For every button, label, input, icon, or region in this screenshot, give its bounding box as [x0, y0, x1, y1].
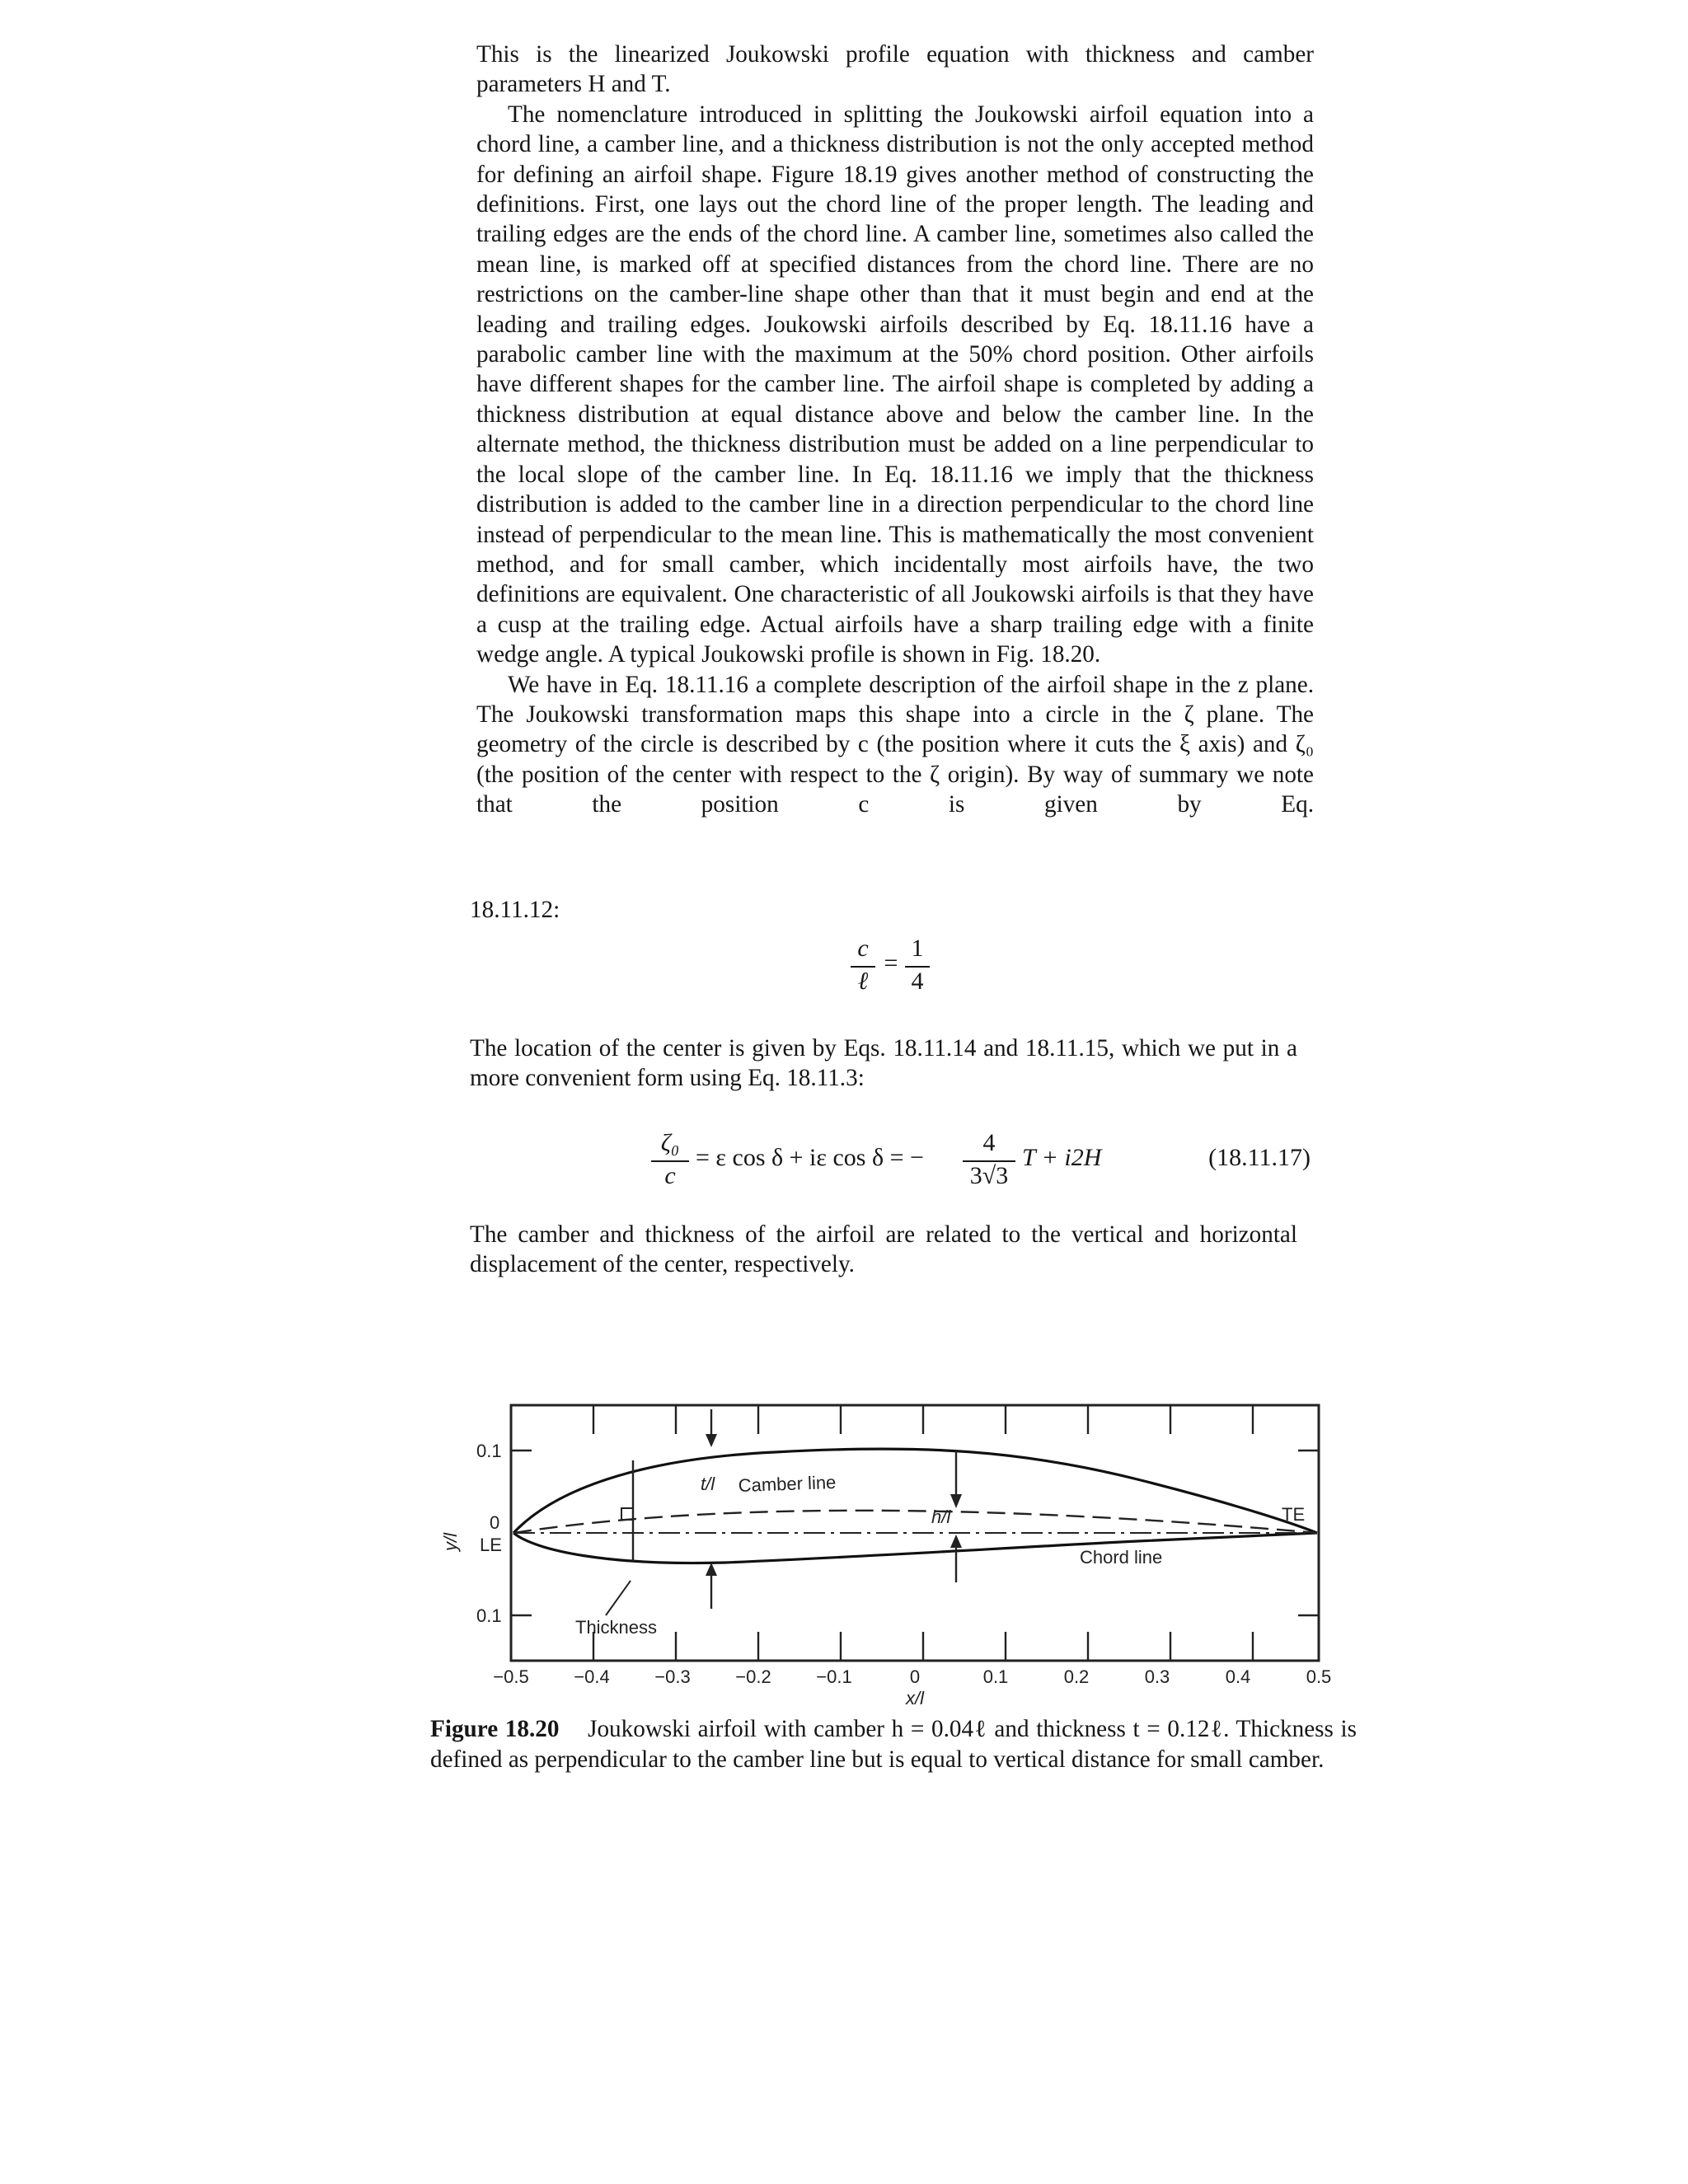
- equation-c-over-l: [847, 935, 930, 1001]
- body-text: [476, 40, 1314, 820]
- x-tick-label: 0.2: [1063, 1666, 1090, 1687]
- eq2-fnum: 4: [982, 1129, 996, 1156]
- airfoil-lower-surface: [513, 1533, 1317, 1563]
- eq1-den: ℓ: [857, 968, 869, 995]
- x-tick-label: 0.5: [1306, 1666, 1332, 1687]
- tl-arrowhead-bottom: [706, 1563, 717, 1576]
- te-label: TE: [1282, 1504, 1306, 1525]
- y-tick-zero: 0: [490, 1512, 500, 1533]
- paragraph-3-end: 18.11.12:: [470, 897, 560, 923]
- tl-label: t/l: [701, 1474, 715, 1494]
- figure-caption: [430, 1714, 1357, 1775]
- y-tick-top: 0.1: [476, 1441, 502, 1461]
- x-tick-label: −0.5: [493, 1666, 529, 1687]
- eq1-equals: =: [884, 949, 898, 977]
- x-tick-label: −0.1: [816, 1666, 852, 1687]
- paragraph-2: The nomenclature introduced in splitting the Joukowski airfoil equation into a chord line, a camber line, and a thickness distribution is not the only accepted method for defining an airfoil shape. Figure 18.19 gives another method of constructing the definitions. First, one lays out the chord line of the proper length. The leading and trailing edges are the ends of the chord line. A camber line, sometimes also called the mean line, is marked off at specified distances from the chord line. There are no restrictions on the camber-line shape other than that it must begin and end at the leading and trailing edges. Joukowski airfoils described by Eq. 18.11.16 have a parabolic camber line with the maximum at the 50% chord position. Other airfoils have different shapes for the camber line. The airfoil shape is completed by adding a thickness distribution at equal distance above and below the camber line. In the alternate method, the thickness distribution must be added on a line perpendicular to the local slope of the camber line. In Eq. 18.11.16 we imply that the thickness distribution is added to the camber line in a direction perpendicular to the chord line instead of perpendicular to the mean line. This is mathematically the most convenient method, and for small camber, which incidentally most airfoils have, the two definitions are equivalent. One characteristic of all Joukowski airfoils is that they have a cusp at the trailing edge. Actual airfoils have a sharp trailing edge with a finite wedge angle. A typical Joukowski profile is shown in Fig. 18.20.: [476, 101, 1314, 668]
- caption-head: Figure 18.20: [430, 1716, 560, 1742]
- tl-arrowhead-top: [706, 1434, 717, 1447]
- paragraph-5: The camber and thickness of the airfoil are related to the vertical and horizontal displacement of the center, respectively.: [470, 1221, 1297, 1278]
- eq2-lnum: ζ₀: [660, 1129, 680, 1156]
- eq2-tail: T + i2H: [1022, 1144, 1102, 1171]
- x-tick-label: −0.3: [654, 1666, 691, 1687]
- eq1-rnum: 1: [911, 935, 924, 962]
- eq1-num: c: [857, 935, 869, 962]
- paragraph-3: We have in Eq. 18.11.16 a complete description of the airfoil shape in the z plane. The Joukowski transformation maps this shape into a circle in the ζ plane. The geometry of the circle is described by c (the position where it cuts the ξ axis) and ζ₀ (the position of the center with respect to the ζ origin). By way of summary we note that the position c is given by Eq.: [476, 671, 1314, 818]
- airfoil-upper-surface: [513, 1449, 1317, 1533]
- camber-line: [513, 1511, 1317, 1533]
- equation-18-11-17: [651, 1129, 1311, 1195]
- x-tick-labels: [493, 1666, 1331, 1687]
- eq2-lden: c: [664, 1162, 676, 1189]
- thickness-label: Thickness: [575, 1617, 658, 1638]
- le-label: LE: [480, 1535, 502, 1555]
- eq2-fden: 3√3: [969, 1162, 1009, 1189]
- x-tick-label: 0: [909, 1666, 921, 1687]
- airfoil-figure: [429, 1393, 1335, 1706]
- paragraph-1: This is the linearized Joukowski profile equation with thickness and camber parameters H and T.: [476, 41, 1314, 98]
- right-angle-mark: [621, 1508, 633, 1520]
- x-tick-label: −0.4: [574, 1666, 610, 1687]
- thickness-leader: [606, 1581, 631, 1615]
- eq2-mid: = ε cos δ + iε cos δ = −: [696, 1144, 924, 1171]
- paragraph-4: The location of the center is given by Eqs. 18.11.14 and 18.11.15, which we put in a more convenient form using Eq. 18.11.3:: [470, 1035, 1297, 1092]
- x-tick-label: 0.4: [1225, 1666, 1251, 1687]
- eq2-number: (18.11.17): [1208, 1144, 1311, 1171]
- x-axis-label: x/l: [906, 1688, 924, 1706]
- caption-text: Joukowski airfoil with camber h = 0.04ℓ and thickness t = 0.12ℓ. Thickness is defined as perpendicular to the camber line but is equal to vertical distance for small camber.: [430, 1716, 1357, 1773]
- chord-line-label: Chord line: [1080, 1547, 1163, 1568]
- hl-arrowhead-bottom: [950, 1535, 962, 1548]
- caption-spacer: [566, 1716, 580, 1742]
- x-tick-label: 0.1: [982, 1666, 1009, 1687]
- x-tick-label: −0.2: [735, 1666, 771, 1687]
- y-tick-bottom: 0.1: [476, 1605, 502, 1626]
- hl-arrowhead-top: [950, 1494, 962, 1508]
- x-tick-label: 0.3: [1144, 1666, 1170, 1687]
- hl-label: h/l: [931, 1507, 951, 1527]
- y-axis-label: y/l: [440, 1533, 461, 1551]
- camber-line-label: Camber line: [738, 1471, 837, 1496]
- eq1-rden: 4: [911, 968, 924, 995]
